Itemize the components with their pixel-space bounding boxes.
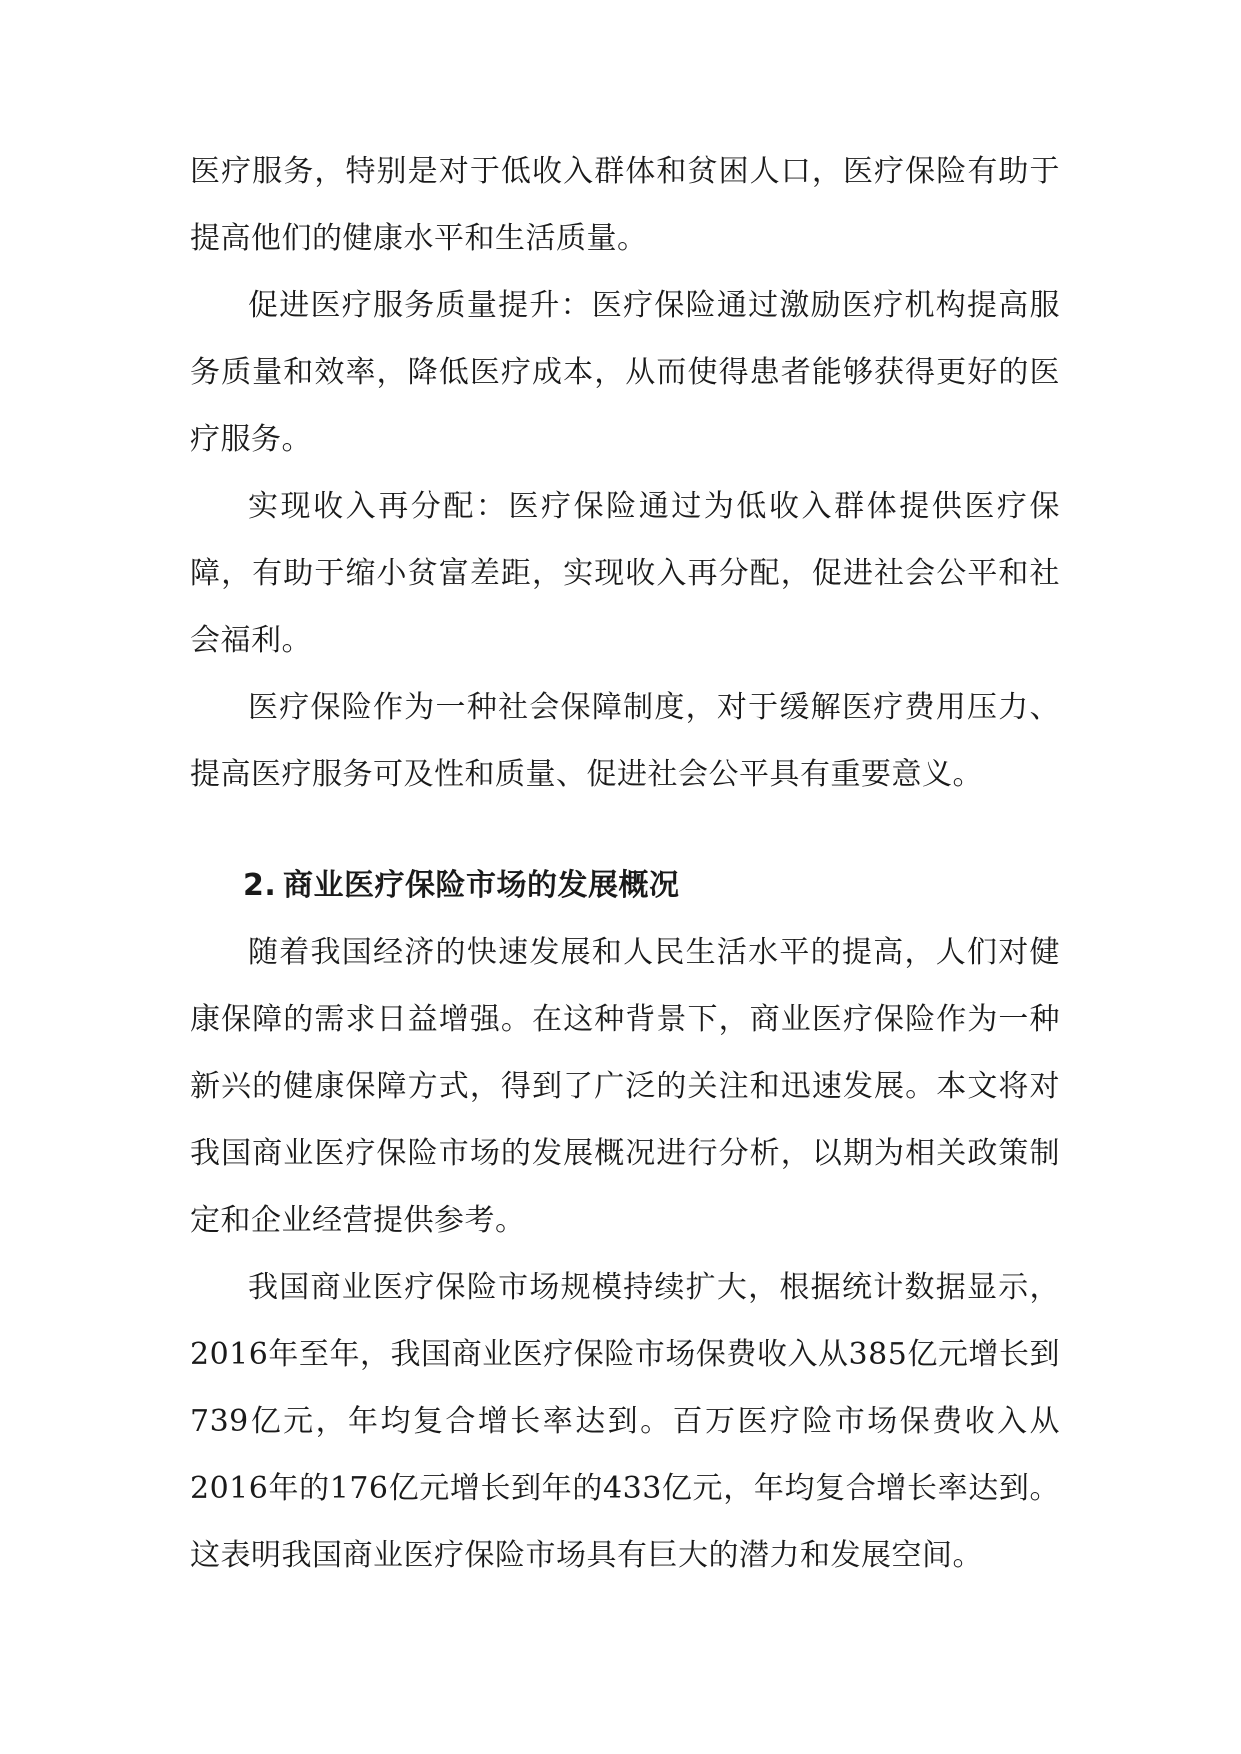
- section-heading: [190, 852, 1060, 919]
- section-number: 2.: [243, 868, 277, 903]
- paragraph-income-redistribution: 实现收入再分配：医疗保险通过为低收入群体提供医疗保障，有助于缩小贫富差距，实现收入再分配，促进社会公平和社会福利。: [190, 489, 1060, 658]
- paragraph-service-quality: 促进医疗服务质量提升：医疗保险通过激励医疗机构提高服务质量和效率，降低医疗成本，从而使得患者能够获得更好的医疗服务。: [190, 288, 1060, 457]
- paragraph-healthcare-access: 医疗服务，特别是对于低收入群体和贫困人口，医疗保险有助于提高他们的健康水平和生活质量。: [190, 154, 1060, 256]
- paragraph-significance: 医疗保险作为一种社会保障制度，对于缓解医疗费用压力、提高医疗服务可及性和质量、促进社会公平具有重要意义。: [190, 690, 1060, 792]
- paragraph-market-scale: 我国商业医疗保险市场规模持续扩大，根据统计数据显示，2016年至年，我国商业医疗保险市场保费收入从385亿元增长到739亿元，年均复合增长率达到。百万医疗险市场保费收入从2016年的176亿元增长到年的433亿元，年均复合增长率达到。这表明我国商业医疗保险市场具有巨大的潜力和发展空间。: [190, 1270, 1060, 1573]
- document-body: [190, 138, 1060, 1589]
- paragraph-market-background: 随着我国经济的快速发展和人民生活水平的提高，人们对健康保障的需求日益增强。在这种背景下，商业医疗保险作为一种新兴的健康保障方式，得到了广泛的关注和迅速发展。本文将对我国商业医疗保险市场的发展概况进行分析，以期为相关政策制定和企业经营提供参考。: [190, 935, 1060, 1238]
- section-title: 商业医疗保险市场的发展概况: [283, 868, 680, 903]
